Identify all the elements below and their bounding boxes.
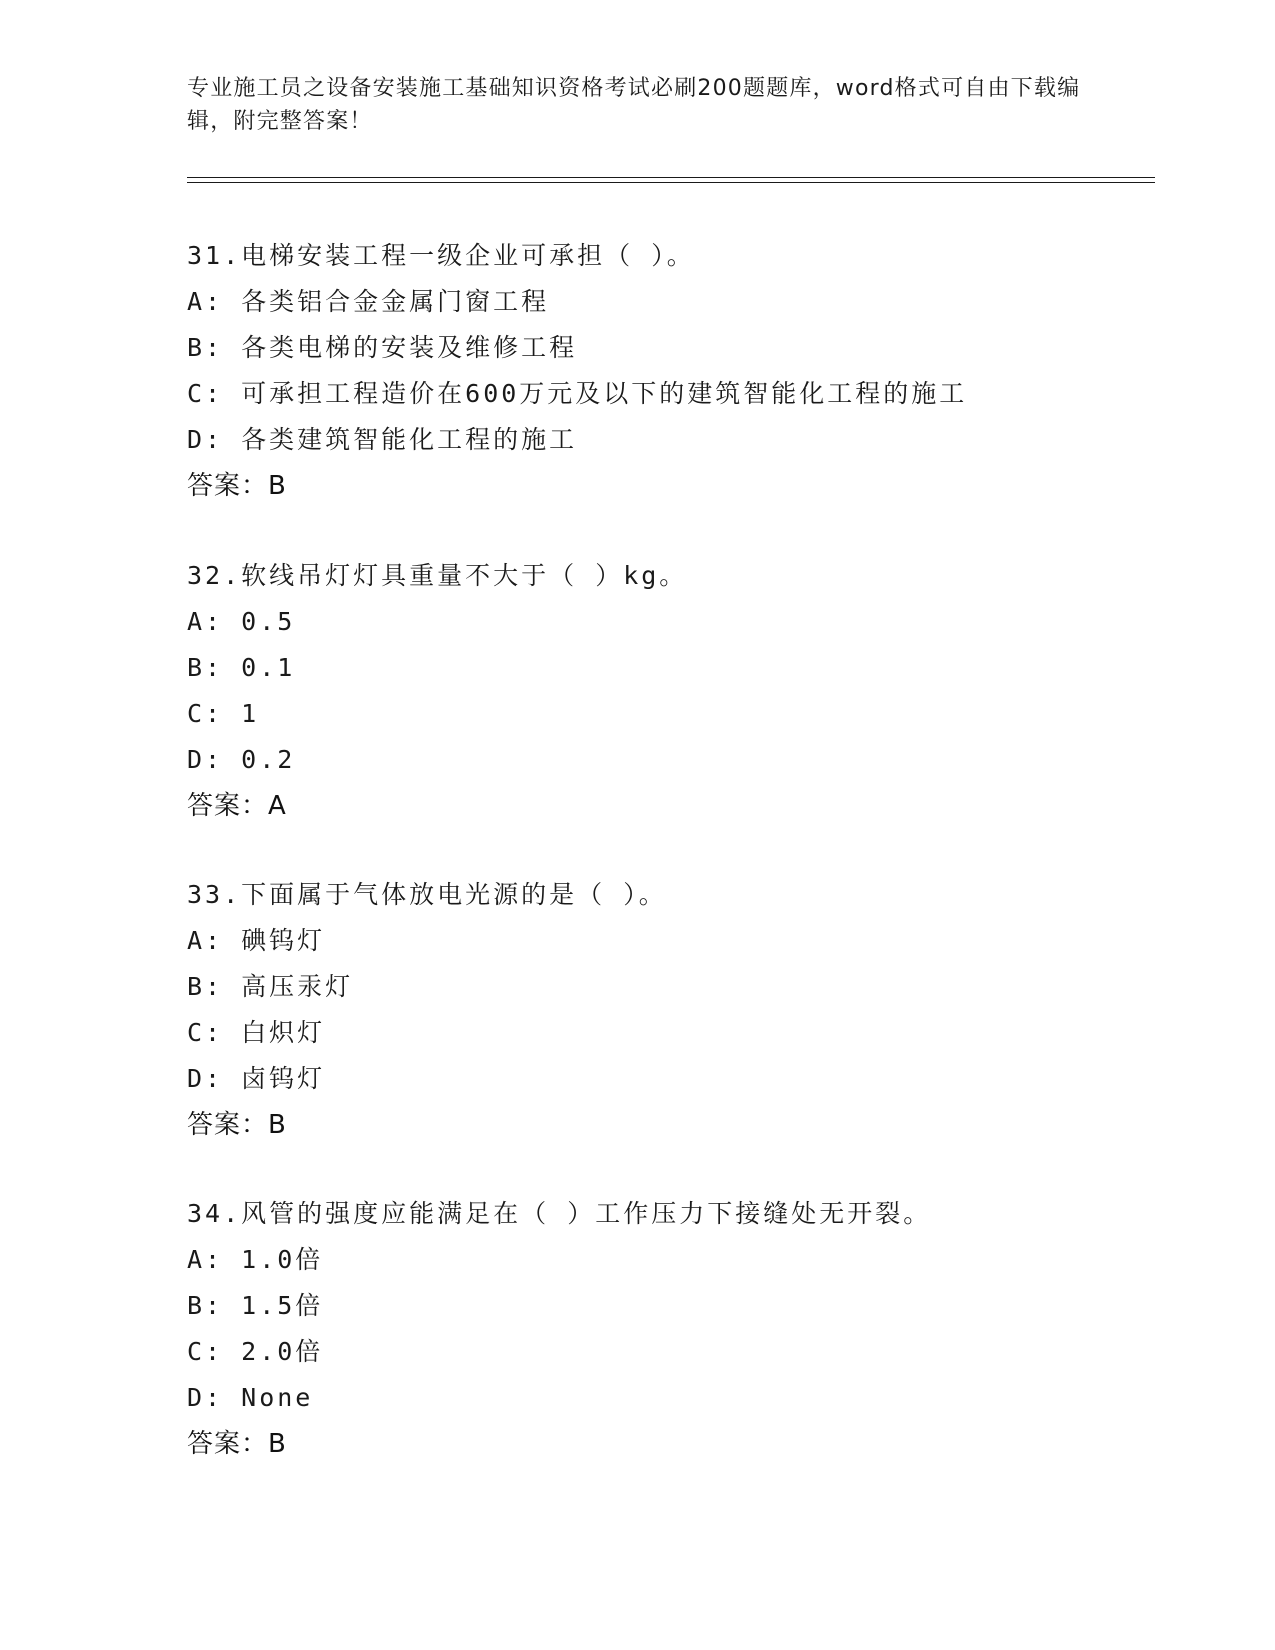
option-d: D: 0.2 — [187, 745, 296, 774]
option-d: D: 卤钨灯 — [187, 1064, 326, 1093]
option-b: B: 各类电梯的安装及维修工程 — [187, 333, 578, 362]
header-divider-top — [187, 177, 1155, 178]
question-32 — [187, 553, 1187, 829]
option-a: A: 1.0倍 — [187, 1245, 324, 1274]
question-stem: 31.电梯安装工程一级企业可承担（ ）。 — [187, 241, 695, 270]
answer: 答案：B — [187, 1110, 287, 1140]
option-d: D: None — [187, 1383, 314, 1412]
option-a: A: 各类铝合金金属门窗工程 — [187, 287, 550, 316]
option-a: A: 0.5 — [187, 607, 296, 636]
question-31 — [187, 233, 1187, 509]
question-stem: 33.下面属于气体放电光源的是（ ）。 — [187, 880, 667, 909]
header-divider-bottom — [187, 182, 1155, 183]
option-a: A: 碘钨灯 — [187, 926, 326, 955]
option-b: B: 0.1 — [187, 653, 296, 682]
question-33 — [187, 872, 1187, 1148]
option-b: B: 1.5倍 — [187, 1291, 324, 1320]
option-b: B: 高压汞灯 — [187, 972, 354, 1001]
question-stem: 34.风管的强度应能满足在（ ）工作压力下接缝处无开裂。 — [187, 1199, 932, 1228]
question-stem: 32.软线吊灯灯具重量不大于（ ）kg。 — [187, 561, 688, 590]
option-c: C: 1 — [187, 699, 260, 728]
answer: 答案：B — [187, 1429, 287, 1459]
option-c: C: 2.0倍 — [187, 1337, 324, 1366]
question-34 — [187, 1191, 1187, 1467]
option-d: D: 各类建筑智能化工程的施工 — [187, 425, 578, 454]
answer: 答案：A — [187, 791, 287, 821]
option-c: C: 可承担工程造价在600万元及以下的建筑智能化工程的施工 — [187, 379, 968, 408]
document-header: 专业施工员之设备安装施工基础知识资格考试必刷200题题库，word格式可自由下载编辑，附完整答案！ — [187, 76, 1081, 134]
option-c: C: 白炽灯 — [187, 1018, 326, 1047]
answer: 答案：B — [187, 471, 287, 501]
